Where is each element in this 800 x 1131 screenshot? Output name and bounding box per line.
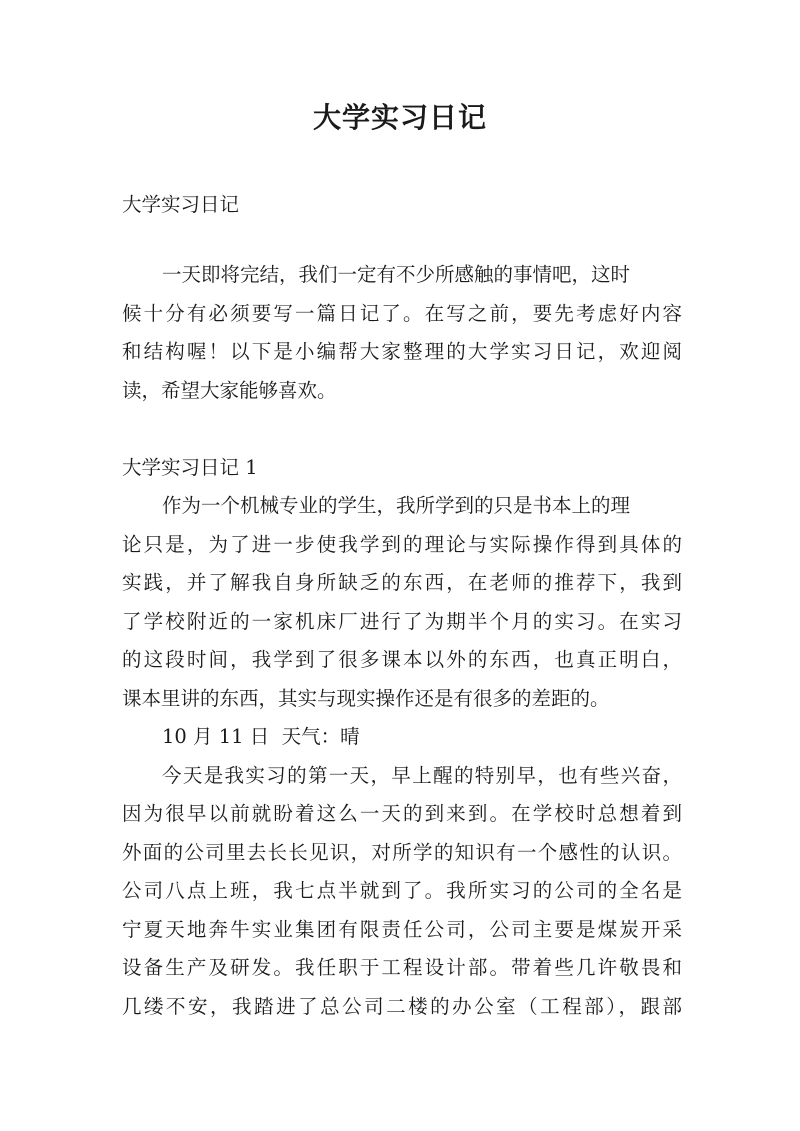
intro-line: 和结构喔！以下是小编帮大家整理的大学实习日记，欢迎阅 (122, 340, 682, 363)
section-paragraph-line: 课本里讲的东西，其实与现实操作还是有很多的差距的。 (122, 687, 610, 710)
section-paragraph-line: 论只是，为了进一步使我学到的理论与实际操作得到具体的 (122, 533, 682, 556)
document-subtitle: 大学实习日记 (122, 193, 240, 216)
diary-date-weather: 10 月 11 日 天气：晴 (162, 725, 360, 748)
diary-paragraph-line: 设备生产及研发。我任职于工程设计部。带着些几许敬畏和 (122, 956, 682, 979)
intro-line: 候十分有必须要写一篇日记了。在写之前，要先考虑好内容 (122, 302, 682, 325)
section-paragraph-line: 实践，并了解我自身所缺乏的东西，在老师的推荐下，我到 (122, 571, 682, 594)
document-title: 大学实习日记 (312, 101, 487, 134)
section-paragraph-line: 了学校附近的一家机床厂进行了为期半个月的实习。在实习 (122, 610, 682, 633)
diary-paragraph-line: 外面的公司里去长长见识，对所学的知识有一个感性的认识。 (122, 841, 682, 864)
section-heading: 大学实习日记 1 (122, 456, 258, 479)
diary-paragraph-line: 公司八点上班，我七点半就到了。我所实习的公司的全名是 (122, 879, 682, 902)
diary-paragraph-line: 几缕不安，我踏进了总公司二楼的办公室（工程部），跟部 (122, 995, 682, 1018)
section-paragraph-line: 作为一个机械专业的学生，我所学到的只是书本上的理 (162, 494, 631, 517)
section-paragraph-line: 的这段时间，我学到了很多课本以外的东西，也真正明白， (122, 648, 682, 671)
diary-paragraph-line: 宁夏天地奔牛实业集团有限责任公司，公司主要是煤炭开采 (122, 918, 682, 941)
diary-paragraph-line: 因为很早以前就盼着这么一天的到来到。在学校时总想着到 (122, 802, 682, 825)
intro-line: 一天即将完结，我们一定有不少所感触的事情吧，这时 (162, 263, 631, 286)
diary-paragraph-line: 今天是我实习的第一天，早上醒的特别早，也有些兴奋， (162, 764, 682, 787)
intro-line: 读，希望大家能够喜欢。 (122, 379, 337, 402)
